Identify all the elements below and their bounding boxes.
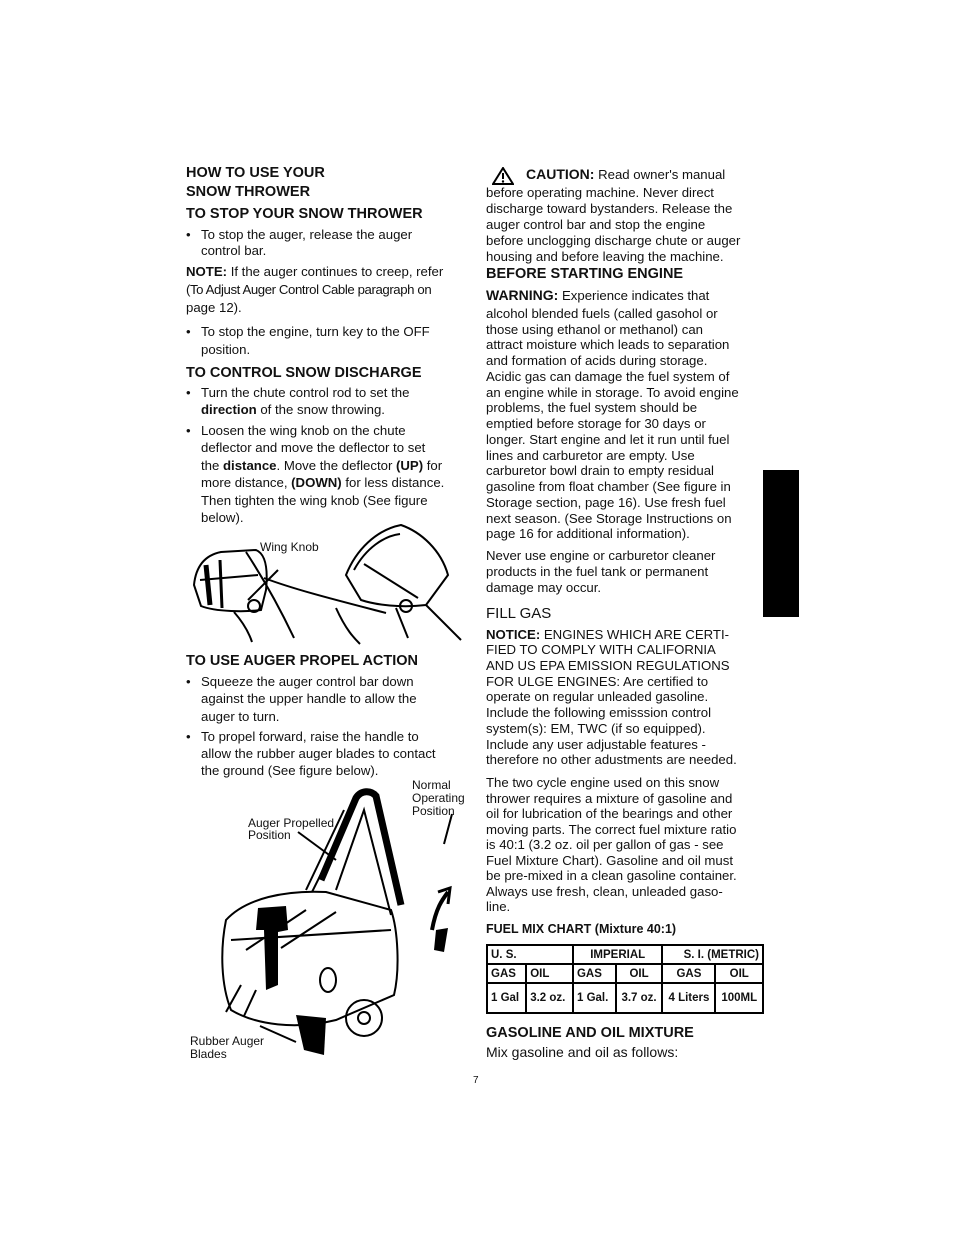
heading-how-to-use-2: SNOW THROWER: [186, 184, 311, 200]
notice-line-1: FIED TO COMPLY WITH CALIFORNIA: [486, 642, 716, 657]
table-cell: 1 Gal: [487, 983, 526, 1013]
warning-line-8: emptied before storage for 30 days or: [486, 416, 706, 431]
warning-line-2: those using ethanol or methanol) can: [486, 322, 704, 337]
table-cell: 4 Liters: [662, 983, 715, 1013]
heading-discharge: TO CONTROL SNOW DISCHARGE: [186, 365, 422, 381]
heading-gas-oil-mixture: GASOLINE AND OIL MIXTURE: [486, 1025, 694, 1041]
warning-line-11: carburetor bowl drain to empty residual: [486, 463, 714, 478]
table-row: [487, 945, 763, 964]
fig2-label-normal-1: Normal: [412, 778, 451, 792]
never-line-2: damage may occur.: [486, 580, 602, 595]
notice-line-7: Include any user adjustable features -: [486, 737, 706, 752]
note-line-1: NOTE: If the auger continues to creep, refer: [186, 264, 444, 279]
fuel-chart-title: FUEL MIX CHART (Mixture 40:1): [486, 922, 677, 936]
table-cell: 100ML: [715, 983, 763, 1013]
heading-fill-gas: FILL GAS: [486, 605, 552, 622]
table-row: [487, 964, 763, 983]
fig2-label-propelled-1: Auger Propelled: [248, 816, 335, 830]
fig2-label-rubber-2: Blades: [190, 1047, 227, 1061]
notice-line-5: Include the following emisssion control: [486, 705, 712, 720]
warning-line-0: WARNING: Experience indicates that: [486, 287, 710, 303]
caution-line-1: CAUTION: Read owner's manual: [526, 166, 726, 182]
notice-line-8: therefore no other adustments are needed.: [486, 752, 737, 767]
twocycle-line-2: oil for lubrication of the bearings and other: [486, 806, 733, 821]
never-line-0: Never use engine or carburetor cleaner: [486, 548, 716, 563]
fig1-label-wing-knob: Wing Knob: [260, 540, 319, 554]
twocycle-line-6: be pre-mixed in a clean gasoline container.: [486, 868, 737, 883]
table-cell: GAS: [487, 964, 526, 983]
caution-line-2: before operating machine. Never direct: [486, 185, 714, 200]
table-cell: 3.2 oz.: [526, 983, 573, 1013]
twocycle-line-3: moving parts. The correct fuel mixture ratio: [486, 822, 737, 837]
warning-line-1: alcohol blended fuels (called gasohol or: [486, 306, 718, 321]
twocycle-line-5: Fuel Mixture Chart). Gasoline and oil must: [486, 853, 733, 868]
table-header-us: U. S.: [487, 945, 573, 964]
table-cell: GAS: [573, 964, 616, 983]
wing-knob-figure: [186, 520, 472, 645]
heading-before-starting: BEFORE STARTING ENGINE: [486, 266, 684, 282]
table-header-metric: S. I. (METRIC): [662, 945, 763, 964]
heading-propel: TO USE AUGER PROPEL ACTION: [186, 653, 419, 669]
fig2-label-normal-3: Position: [412, 804, 455, 818]
table-cell: 3.7 oz.: [616, 983, 663, 1013]
caution-line-4: auger control bar and stop the engine: [486, 217, 706, 232]
table-cell: GAS: [662, 964, 715, 983]
warning-line-15: page 16 for additional information).: [486, 526, 690, 541]
heading-stop: TO STOP YOUR SNOW THROWER: [186, 206, 423, 222]
warning-line-3: attract moisture which leads to separation: [486, 337, 730, 352]
twocycle-line-1: thrower requires a mixture of gasoline and: [486, 791, 733, 806]
fig2-label-propelled-2: Position: [248, 828, 291, 842]
table-cell: OIL: [616, 964, 663, 983]
table-row: [487, 983, 763, 1013]
caution-line-5: before unclogging discharge chute or auger: [486, 233, 741, 248]
caution-line-3: discharge toward bystanders. Release the: [486, 201, 733, 216]
table-cell: OIL: [715, 964, 763, 983]
twocycle-line-0: The two cycle engine used on this snow: [486, 775, 720, 790]
note-line-3: page 12).: [186, 300, 242, 315]
note-line-2: (To Adjust Auger Control Cable paragraph on: [186, 282, 432, 297]
fig2-label-rubber-1: Rubber Auger: [190, 1034, 265, 1048]
twocycle-line-7: Always use fresh, clean, unleaded gaso-: [486, 884, 723, 899]
caution-line-6: housing and before leaving the machine.: [486, 249, 724, 264]
page-number: 7: [473, 1075, 479, 1086]
notice-line-2: AND US EPA EMISSION REGULATIONS: [486, 658, 730, 673]
snow-thrower-figure: [186, 780, 472, 1060]
caution-triangle-icon: [492, 167, 514, 185]
twocycle-line-4: is 40:1 (3.2 oz. oil per gallon of gas - see: [486, 837, 724, 852]
section-tab-marker: [763, 470, 799, 617]
notice-line-6: system(s): EM, TWC (if so equipped).: [486, 721, 706, 736]
warning-line-6: an engine while in storage. To avoid engine: [486, 385, 739, 400]
table-header-imperial: IMPERIAL: [573, 945, 662, 964]
notice-line-4: operate on regular unleaded gasoline.: [486, 689, 709, 704]
warning-line-12: gasoline from float chamber (See figure in: [486, 479, 731, 494]
warning-line-10: lines and carburetor are empty. Use: [486, 448, 695, 463]
notice-line-3: FOR ULGE ENGINES: Are certified to: [486, 674, 709, 689]
table-cell: OIL: [526, 964, 573, 983]
warning-line-14: next season. (See Storage Instructions on: [486, 511, 732, 526]
warning-line-9: longer. Start engine and let it run until fuel: [486, 432, 730, 447]
table-cell: 1 Gal.: [573, 983, 616, 1013]
fuel-mix-table: [486, 944, 764, 1014]
heading-how-to-use-1: HOW TO USE YOUR: [186, 165, 325, 181]
twocycle-line-8: line.: [486, 899, 511, 914]
warning-line-7: problems, the fuel system should be: [486, 400, 698, 415]
warning-line-13: Storage section, page 16). Use fresh fuel: [486, 495, 726, 510]
notice-line-0: NOTICE: ENGINES WHICH ARE CERTI-: [486, 627, 730, 642]
never-line-1: products in the fuel tank or permanent: [486, 564, 709, 579]
mix-text: Mix gasoline and oil as follows:: [486, 1044, 679, 1060]
fig2-label-normal-2: Operating: [412, 791, 465, 805]
warning-line-4: and formation of acids during storage.: [486, 353, 708, 368]
warning-line-5: Acidic gas can damage the fuel system of: [486, 369, 730, 384]
